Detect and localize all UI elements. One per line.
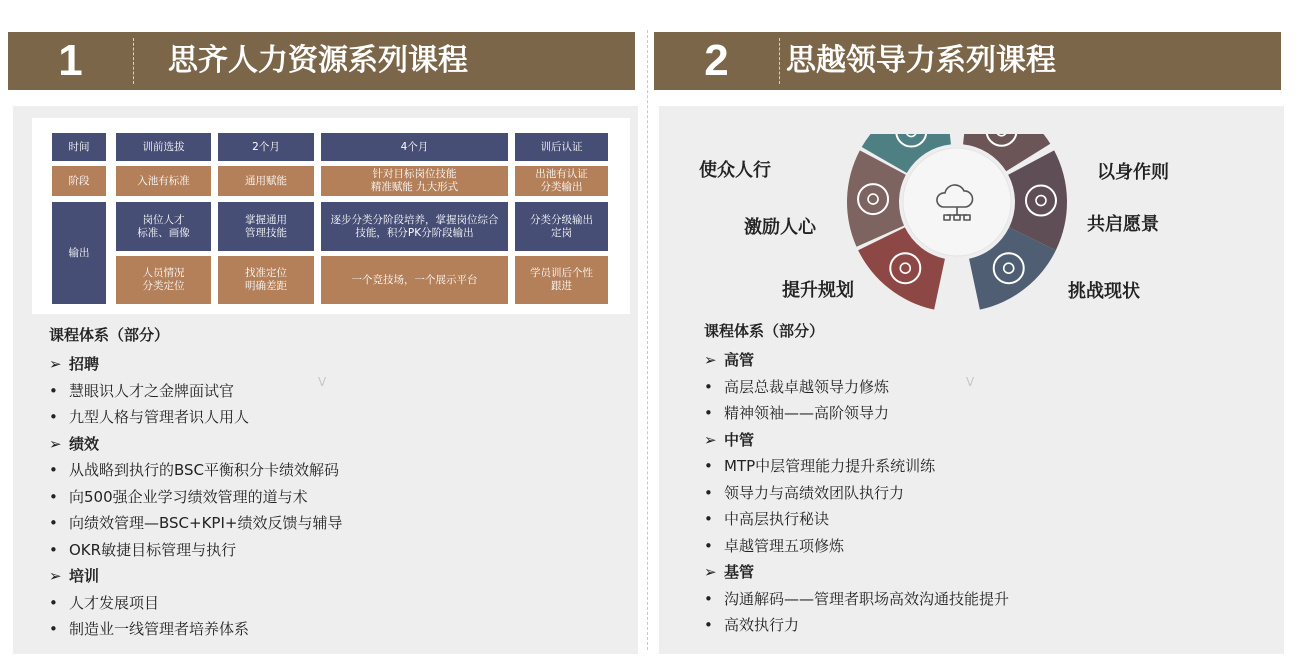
table-output-cell: 人员情况 分类定位: [116, 256, 211, 304]
right-panel-header: [654, 32, 1281, 90]
table-stage-cell: 通用赋能: [218, 166, 314, 196]
category-label: 培训: [69, 567, 100, 585]
course-category: [49, 431, 609, 458]
bullet-icon: •: [704, 377, 713, 396]
list-item: [49, 537, 609, 564]
course-name: 领导力与高绩效团队执行力: [724, 483, 905, 502]
diagram-label-mid-right: 共启愿景: [1087, 214, 1159, 235]
bullet-icon: •: [704, 483, 713, 502]
table-output-cell: 掌握通用 管理技能: [218, 202, 314, 251]
arrow-icon: ➢: [49, 355, 62, 373]
list-item: [704, 533, 1264, 560]
right-panel-title: 思越领导力系列课程: [786, 43, 1056, 78]
course-category: [704, 559, 1264, 586]
course-name: 九型人格与管理者识人用人: [69, 408, 250, 426]
left-panel-number: 1: [58, 36, 83, 85]
table-output-cell: 找准定位 明确差距: [218, 256, 314, 304]
bullet-icon: •: [49, 461, 58, 479]
course-name: MTP中层管理能力提升系统训练: [724, 457, 936, 475]
left-panel-title: 思齐人力资源系列课程: [168, 43, 468, 78]
faint-v-mark: V: [966, 375, 975, 389]
leadership-course-list: [704, 321, 1264, 639]
course-list-heading: 课程体系（部分）: [704, 322, 825, 340]
course-name: 精神领袖——高阶领导力: [724, 404, 890, 422]
table-label-time: 时间: [52, 133, 106, 161]
table-stage-cell: 入池有标准: [116, 166, 211, 196]
list-item: [49, 378, 609, 405]
course-name: 高效执行力: [724, 616, 800, 634]
table-label-stage: 阶段: [52, 166, 106, 196]
list-item: [49, 404, 609, 431]
list-item: [704, 400, 1264, 427]
course-name: 向绩效管理—BSC+KPI+绩效反馈与辅导: [69, 514, 343, 532]
list-item: [49, 484, 609, 511]
bullet-icon: •: [49, 540, 58, 559]
header-divider: [133, 38, 134, 84]
course-name: 沟通解码——管理者职场高效沟通技能提升: [724, 589, 1010, 608]
arrow-icon: ➢: [704, 430, 717, 449]
course-name: 卓越管理五项修炼: [724, 536, 845, 555]
bullet-icon: •: [49, 620, 58, 638]
table-stage-cell: 出池有认证 分类输出: [515, 166, 608, 196]
bullet-icon: •: [49, 593, 58, 612]
diagram-label-mid-left: 激励人心: [744, 217, 816, 238]
bullet-icon: •: [704, 404, 713, 422]
category-label: 绩效: [69, 434, 100, 453]
header-divider: [779, 38, 780, 84]
list-item: [49, 590, 609, 617]
faint-v-mark: V: [318, 375, 327, 389]
right-panel-number: 2: [704, 36, 729, 85]
course-name: OKR敏捷目标管理与执行: [69, 540, 237, 559]
list-item: [704, 612, 1264, 639]
bullet-icon: •: [49, 514, 58, 532]
category-label: 基管: [724, 563, 755, 581]
table-output-cell: 学员训后个性 跟进: [515, 256, 608, 304]
arrow-icon: ➢: [49, 567, 62, 585]
bullet-icon: •: [49, 381, 58, 400]
bullet-icon: •: [49, 487, 58, 506]
course-name: 慧眼识人才之金牌面试官: [69, 381, 235, 400]
left-panel-header: [8, 32, 635, 90]
table-label-output: 输出: [52, 202, 106, 304]
table-output-cell: 岗位人才 标准、画像: [116, 202, 211, 251]
course-name: 人才发展项目: [69, 593, 160, 612]
list-item: [704, 453, 1264, 480]
list-item: [704, 480, 1264, 507]
diagram-label-bottom-right: 挑战现状: [1068, 281, 1140, 302]
course-category: [704, 347, 1264, 374]
course-category: [49, 563, 609, 590]
list-item: [704, 374, 1264, 401]
list-item: [704, 586, 1264, 613]
panel-divider: [647, 30, 648, 650]
diagram-label-bottom-left: 提升规划: [782, 280, 854, 301]
category-label: 中管: [724, 430, 755, 449]
table-output-cell: 分类分级输出 定岗: [515, 202, 608, 251]
bullet-icon: •: [704, 589, 713, 608]
list-item: [49, 457, 609, 484]
category-label: 招聘: [69, 355, 100, 373]
leadership-radial-diagram: [842, 134, 1072, 314]
bullet-icon: •: [704, 510, 713, 528]
arrow-icon: ➢: [704, 563, 717, 581]
table-header-cell: 训前选拔: [116, 133, 211, 161]
table-header-cell: 训后认证: [515, 133, 608, 161]
course-name: 高层总裁卓越领导力修炼: [724, 377, 890, 396]
course-category: [49, 351, 609, 378]
bullet-icon: •: [704, 457, 713, 475]
list-item: [49, 510, 609, 537]
course-name: 从战略到执行的BSC平衡积分卡绩效解码: [69, 461, 340, 479]
arrow-icon: ➢: [704, 351, 717, 369]
center-circle: [903, 148, 1011, 256]
list-item: [49, 616, 609, 643]
list-item: [704, 506, 1264, 533]
diagram-label-top-left: 使众人行: [699, 160, 771, 181]
bullet-icon: •: [704, 536, 713, 555]
course-category: [704, 427, 1264, 454]
table-header-cell: 2个月: [218, 133, 314, 161]
training-schedule-table: [32, 118, 630, 314]
bullet-icon: •: [49, 408, 58, 426]
table-output-cell: 一个竞技场，一个展示平台: [321, 256, 508, 304]
course-name: 向500强企业学习绩效管理的道与术: [69, 487, 308, 506]
course-list-heading: 课程体系（部分）: [49, 326, 170, 344]
course-name: 制造业一线管理者培养体系: [69, 620, 250, 638]
category-label: 高管: [724, 351, 755, 369]
hr-course-list: [49, 325, 609, 643]
table-header-cell: 4个月: [321, 133, 508, 161]
bullet-icon: •: [704, 616, 713, 634]
table-stage-cell: 针对目标岗位技能 精准赋能 九大形式: [321, 166, 508, 196]
course-name: 中高层执行秘诀: [724, 510, 830, 528]
table-output-cell: 逐步分类分阶段培养，掌握岗位综合 技能，积分PK分阶段输出: [321, 202, 508, 251]
diagram-label-top-right: 以身作则: [1097, 162, 1169, 183]
arrow-icon: ➢: [49, 434, 62, 453]
